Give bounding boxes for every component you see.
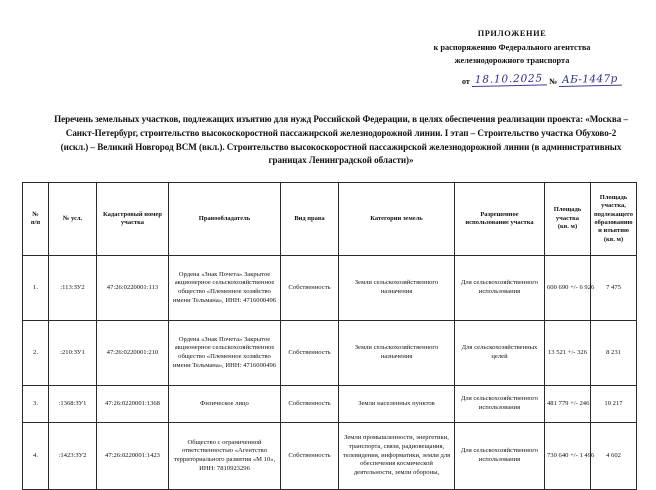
cell-conditional-number: :113:ЗУ2 — [49, 256, 97, 321]
column-header-use-line2: использование участка — [465, 219, 534, 226]
column-header-area-line3: (кв. м) — [557, 223, 578, 231]
cell-row-number: 3. — [23, 386, 49, 423]
cell-plot-area: 730 640 +/- 1 496 — [545, 423, 591, 490]
cell-permitted-use: Для сельскохозяйственного использования — [455, 256, 545, 321]
cell-conditional-number: :1368:ЗУ1 — [49, 386, 97, 423]
table-row — [23, 423, 637, 490]
column-header-number-line1: № — [32, 210, 39, 218]
cell-conditional-number: :210:ЗУ1 — [49, 321, 97, 386]
cell-seizure-area: 10 217 — [591, 386, 637, 423]
appendix-authority-line-1: к распоряжению Федерального агентства — [433, 43, 591, 53]
cell-permitted-use: Для сельскохозяйственных целей — [455, 321, 545, 386]
cell-right-type: Собственность — [281, 321, 339, 386]
cell-permitted-use: Для сельскохозяйственного использования — [455, 423, 545, 490]
number-label: № — [548, 77, 557, 86]
cell-right-type: Собственность — [281, 423, 339, 490]
cell-plot-area: 600 690 +/- 6 926 — [545, 256, 591, 321]
cell-permitted-use: Для сельскохозяйственного использования — [455, 386, 545, 423]
cell-seizure-area: 7 475 — [591, 256, 637, 321]
table-row — [23, 386, 637, 423]
column-header-number — [23, 183, 49, 256]
column-header-area-line2: участка — [555, 214, 580, 222]
column-header-use-line1: Разрешенное — [480, 210, 519, 218]
cell-right-type: Собственность — [281, 386, 339, 423]
cell-cadastral-number: 47:26:0220001:1423 — [97, 423, 169, 490]
column-header-right-type: Вид права — [281, 183, 339, 256]
cell-cadastral-number: 47:26:0220001:113 — [97, 256, 169, 321]
cell-land-category: Земли сельскохозяйственного назначения — [339, 321, 455, 386]
cell-land-category: Земли сельскохозяйственного назначения — [339, 256, 455, 321]
column-header-number-line2: п/п — [30, 219, 41, 226]
cell-owner: Ордена «Знак Почета» Закрытое акционерное сельскохозяйственное общество «Племенное хозяйство имени Тельмана», ИНН: 4716000496 — [169, 321, 281, 386]
column-header-seizure-line4: образованию — [594, 219, 633, 226]
table-row — [23, 256, 637, 321]
column-header-seizure-line6: (кв. м) — [603, 235, 624, 243]
table-header-row — [23, 183, 637, 256]
column-header-cadastral-number — [97, 183, 169, 256]
number-value-handwritten: АБ-1447р — [559, 73, 622, 87]
table-row — [23, 321, 637, 386]
cell-plot-area: 13 521 +/- 326 — [545, 321, 591, 386]
cell-cadastral-number: 47:26:0220001:1368 — [97, 386, 169, 423]
document-header-block — [378, 28, 646, 67]
column-header-area-line1: Площадь — [553, 206, 582, 214]
cell-conditional-number: :1423:ЗУ2 — [49, 423, 97, 490]
land-plots-table — [22, 182, 637, 490]
column-header-land-category: Категории земель — [339, 183, 455, 256]
appendix-title: ПРИЛОЖЕНИЕ — [477, 29, 547, 38]
cell-owner: Ордена «Знак Почета» Закрытое акционерное сельскохозяйственное общество «Племенное хозяйство имени Тельмана», ИНН: 4716000496 — [169, 256, 281, 321]
cell-plot-area: 481 779 +/- 246 — [545, 386, 591, 423]
cell-seizure-area: 4 602 — [591, 423, 637, 490]
appendix-authority-line-2: железнодорожного транспорта — [454, 55, 570, 65]
cell-right-type: Собственность — [281, 256, 339, 321]
column-header-permitted-use — [455, 183, 545, 256]
column-header-seizure-line5: и изъятию — [598, 227, 629, 235]
column-header-plot-area — [545, 183, 591, 256]
cell-owner: Общество с ограниченной ответственностью «Агентство территориального развития «М 10», ИНН: 7810923296 — [169, 423, 281, 490]
column-header-seizure-line2: участка, — [601, 202, 626, 210]
cell-land-category: Земли населенных пунктов — [339, 386, 455, 423]
column-header-seizure-line3: подлежащего — [593, 210, 633, 218]
cell-land-category: Земли промышленности, энергетики, транспорта, связи, радиовещания, телевидения, информатики, земли для обеспечения космической деятельности, земли обороны, — [339, 423, 455, 490]
cell-row-number: 4. — [23, 423, 49, 490]
column-header-conditional-number: № усл. — [49, 183, 97, 256]
cell-owner: Физическое лицо — [169, 386, 281, 423]
document-date-number-line — [462, 74, 648, 87]
column-header-seizure-area — [591, 183, 637, 256]
cell-row-number: 2. — [23, 321, 49, 386]
cell-cadastral-number: 47:26:0220001:210 — [97, 321, 169, 386]
land-plots-table-container — [22, 182, 636, 490]
document-title: Перечень земельных участков, подлежащих изъятию для нужд Российской Федерации, в целях обеспечения реализации проекта: «Москва – Санкт-Петербург, строительство высокоскоростной пассажирской железнодорожной линии. I этап – Строительство участка Обухово-2 (искл.) – Великий Новгород ВСМ (вкл.). Строительство высокоскоростной пассажирской железнодорожной линии (в административных границах Ленинградской области)» — [54, 114, 628, 166]
column-header-seizure-line1: Площадь — [599, 193, 628, 201]
column-header-cadastral-line1: Кадастровый номер — [102, 210, 163, 218]
cell-seizure-area: 8 231 — [591, 321, 637, 386]
column-header-cadastral-line2: участка — [120, 219, 145, 226]
date-value-handwritten: 18.10.2025 — [472, 72, 547, 87]
date-label: от — [462, 77, 470, 86]
column-header-owner: Правообладатель — [169, 183, 281, 256]
cell-row-number: 1. — [23, 256, 49, 321]
